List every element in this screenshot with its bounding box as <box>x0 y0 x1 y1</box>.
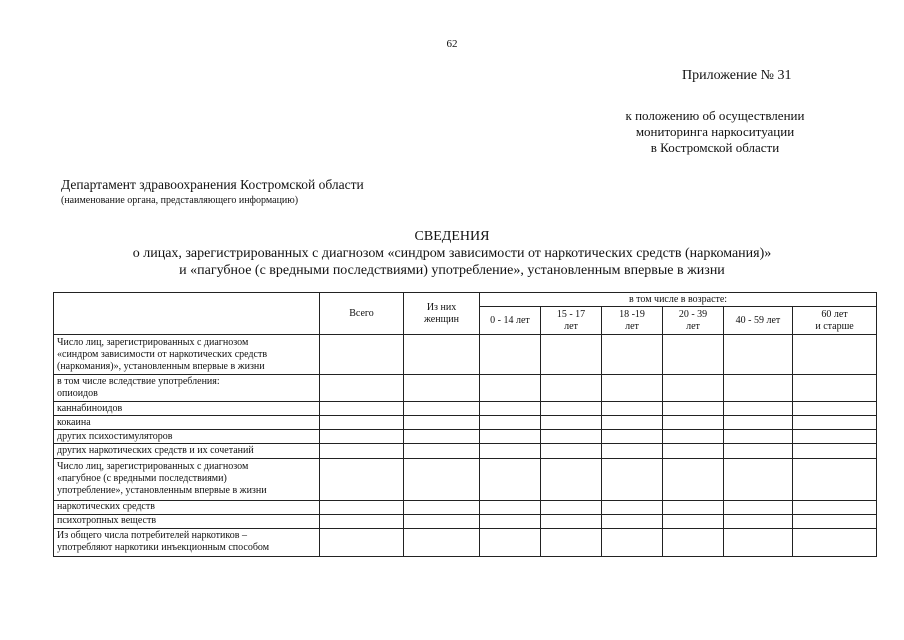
value-cell[interactable] <box>320 514 404 528</box>
header-age-line: 60 лет <box>821 308 848 320</box>
value-cell[interactable] <box>602 375 663 402</box>
value-cell[interactable] <box>480 416 541 430</box>
row-label: других наркотических средств и их сочетаний <box>54 444 320 458</box>
appendix-title: Приложение № 31 <box>682 68 792 83</box>
value-cell[interactable] <box>793 500 877 514</box>
report-table <box>53 292 877 557</box>
value-cell[interactable] <box>793 458 877 500</box>
header-age-18-19 <box>602 307 663 335</box>
value-cell[interactable] <box>404 402 480 416</box>
value-cell[interactable] <box>724 430 793 444</box>
value-cell[interactable] <box>663 458 724 500</box>
header-age-line: 20 - 39 <box>678 308 708 320</box>
appendix-subtitle-line: мониторинга наркоситуации <box>635 124 795 139</box>
value-cell[interactable] <box>480 528 541 556</box>
table-row <box>54 430 877 444</box>
value-cell[interactable] <box>541 335 602 375</box>
value-cell[interactable] <box>793 528 877 556</box>
value-cell[interactable] <box>663 528 724 556</box>
header-indicator-cell <box>54 293 320 335</box>
appendix-subtitle-line: в Костромской области <box>650 140 780 155</box>
value-cell[interactable] <box>541 430 602 444</box>
value-cell[interactable] <box>541 375 602 402</box>
table-row <box>54 402 877 416</box>
row-label-line: «пагубное (с вредными последствиями) <box>57 473 227 485</box>
header-age-15-17 <box>541 307 602 335</box>
value-cell[interactable] <box>724 335 793 375</box>
value-cell[interactable] <box>480 500 541 514</box>
value-cell[interactable] <box>320 430 404 444</box>
value-cell[interactable] <box>602 416 663 430</box>
value-cell[interactable] <box>404 514 480 528</box>
value-cell[interactable] <box>663 430 724 444</box>
table-row <box>54 416 877 430</box>
row-label <box>54 375 320 402</box>
value-cell[interactable] <box>320 528 404 556</box>
value-cell[interactable] <box>793 335 877 375</box>
page-number: 62 <box>446 38 458 50</box>
row-label-line: «синдром зависимости от наркотических средств <box>57 348 268 360</box>
row-label <box>54 458 320 500</box>
row-label-line: употребляют наркотики инъекционным способом <box>57 542 270 554</box>
row-label-line: опиоидов <box>57 388 98 400</box>
value-cell[interactable] <box>602 500 663 514</box>
value-cell[interactable] <box>541 500 602 514</box>
header-women-line: Из них <box>426 301 457 313</box>
value-cell[interactable] <box>793 430 877 444</box>
value-cell[interactable] <box>320 402 404 416</box>
value-cell[interactable] <box>663 335 724 375</box>
header-age-0-14 <box>480 307 541 335</box>
header-women-line: женщин <box>424 313 459 325</box>
row-label: каннабиноидов <box>54 402 320 416</box>
row-label-line: (наркомания)», установленным впервые в жизни <box>57 360 265 372</box>
value-cell[interactable] <box>320 416 404 430</box>
value-cell[interactable] <box>320 458 404 500</box>
value-cell[interactable] <box>404 375 480 402</box>
appendix-subtitle-line: к положению об осуществлении <box>625 108 805 123</box>
document-subtitle-line: и «пагубное (с вредными последствиями) употребление», установленным впервые в жизни <box>179 263 725 278</box>
value-cell[interactable] <box>663 375 724 402</box>
table-row <box>54 375 877 402</box>
row-label-line: в том числе вследствие употребления: <box>57 376 220 388</box>
value-cell[interactable] <box>480 458 541 500</box>
table-row <box>54 500 877 514</box>
header-age-line: лет <box>686 320 700 332</box>
value-cell[interactable] <box>404 458 480 500</box>
table-row <box>54 514 877 528</box>
header-age-line: 0 - 14 лет <box>490 314 530 326</box>
value-cell[interactable] <box>541 528 602 556</box>
value-cell[interactable] <box>724 375 793 402</box>
value-cell[interactable] <box>480 375 541 402</box>
value-cell[interactable] <box>793 416 877 430</box>
row-label-line: Число лиц, зарегистрированных с диагнозом <box>57 336 249 348</box>
value-cell[interactable] <box>663 514 724 528</box>
value-cell[interactable] <box>724 416 793 430</box>
table-row <box>54 458 877 500</box>
row-label-line: Число лиц, зарегистрированных с диагнозом <box>57 461 249 473</box>
value-cell[interactable] <box>320 500 404 514</box>
value-cell[interactable] <box>541 416 602 430</box>
header-age-line: 15 - 17 <box>556 308 586 320</box>
value-cell[interactable] <box>404 444 480 458</box>
value-cell[interactable] <box>404 528 480 556</box>
header-age-20-39 <box>663 307 724 335</box>
organization-caption: (наименование органа, представляющего информацию) <box>61 195 299 206</box>
value-cell[interactable] <box>480 335 541 375</box>
header-age-60-plus <box>793 307 877 335</box>
value-cell[interactable] <box>602 458 663 500</box>
value-cell[interactable] <box>480 514 541 528</box>
value-cell[interactable] <box>793 402 877 416</box>
value-cell[interactable] <box>724 514 793 528</box>
value-cell[interactable] <box>724 500 793 514</box>
value-cell[interactable] <box>602 335 663 375</box>
value-cell[interactable] <box>480 402 541 416</box>
row-label <box>54 335 320 375</box>
row-label <box>54 528 320 556</box>
table-row <box>54 335 877 375</box>
header-age-40-59 <box>724 307 793 335</box>
value-cell[interactable] <box>663 444 724 458</box>
value-cell[interactable] <box>663 402 724 416</box>
header-age-line: лет <box>625 320 639 332</box>
value-cell[interactable] <box>480 444 541 458</box>
value-cell[interactable] <box>724 444 793 458</box>
document-heading <box>0 228 904 279</box>
value-cell[interactable] <box>404 500 480 514</box>
value-cell[interactable] <box>480 430 541 444</box>
value-cell[interactable] <box>724 402 793 416</box>
header-age-line: 40 - 59 лет <box>735 314 781 326</box>
header-total: Всего <box>320 293 404 335</box>
table-row <box>54 528 877 556</box>
row-label: наркотических средств <box>54 500 320 514</box>
value-cell[interactable] <box>663 500 724 514</box>
value-cell[interactable] <box>541 514 602 528</box>
value-cell[interactable] <box>404 335 480 375</box>
value-cell[interactable] <box>404 430 480 444</box>
row-label-line: употребление», установленным впервые в жизни <box>57 485 267 497</box>
value-cell[interactable] <box>541 458 602 500</box>
value-cell[interactable] <box>320 335 404 375</box>
value-cell[interactable] <box>724 458 793 500</box>
value-cell[interactable] <box>320 375 404 402</box>
header-age-group: в том числе в возрасте: <box>480 293 877 307</box>
document-title: СВЕДЕНИЯ <box>414 229 490 244</box>
header-age-line: лет <box>564 320 578 332</box>
value-cell[interactable] <box>541 444 602 458</box>
value-cell[interactable] <box>602 444 663 458</box>
value-cell[interactable] <box>793 514 877 528</box>
value-cell[interactable] <box>663 416 724 430</box>
value-cell[interactable] <box>793 444 877 458</box>
value-cell[interactable] <box>602 514 663 528</box>
value-cell[interactable] <box>404 416 480 430</box>
organization-name: Департамент здравоохранения Костромской области <box>61 177 364 192</box>
value-cell[interactable] <box>793 375 877 402</box>
header-women <box>404 293 480 335</box>
value-cell[interactable] <box>724 528 793 556</box>
table-row <box>54 444 877 458</box>
row-label-line: Из общего числа потребителей наркотиков – <box>57 530 247 542</box>
row-label: психотропных веществ <box>54 514 320 528</box>
value-cell[interactable] <box>602 528 663 556</box>
value-cell[interactable] <box>602 402 663 416</box>
header-row <box>54 293 877 307</box>
row-label: кокаина <box>54 416 320 430</box>
appendix-subtitle <box>590 108 840 156</box>
header-age-line: и старше <box>815 320 854 332</box>
row-label: других психостимуляторов <box>54 430 320 444</box>
value-cell[interactable] <box>541 402 602 416</box>
value-cell[interactable] <box>602 430 663 444</box>
value-cell[interactable] <box>320 444 404 458</box>
document-subtitle-line: о лицах, зарегистрированных с диагнозом «синдром зависимости от наркотических средств (наркомания)» <box>132 246 772 261</box>
header-age-line: 18 -19 <box>619 308 645 320</box>
